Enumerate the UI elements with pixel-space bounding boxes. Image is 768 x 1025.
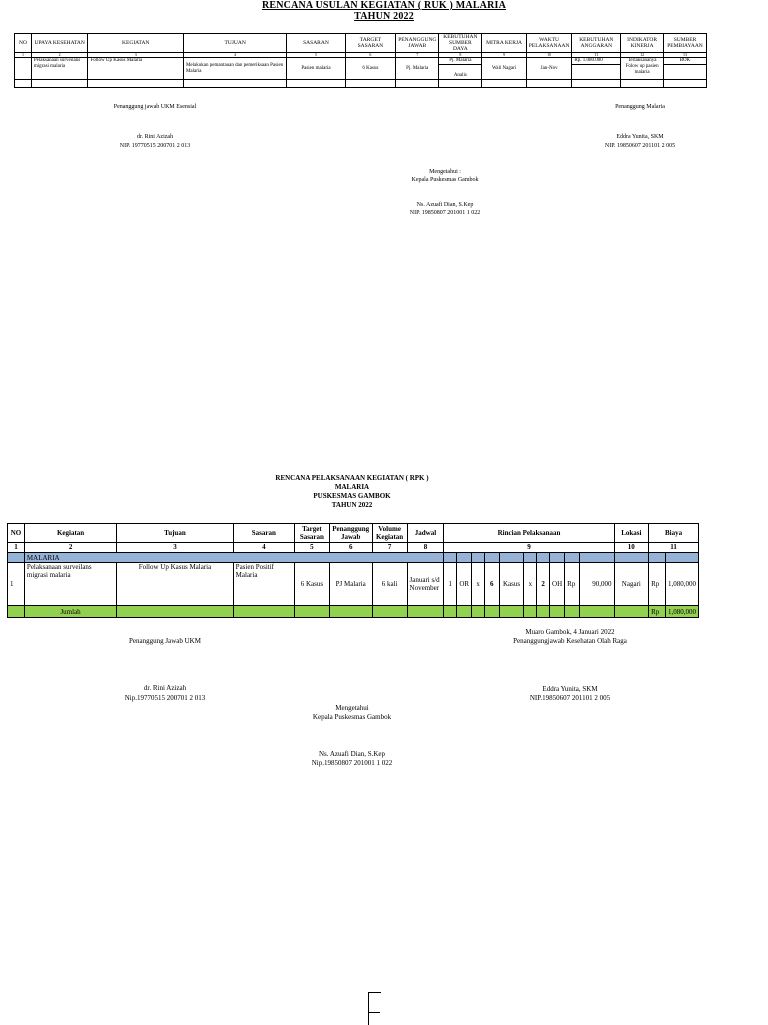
ruk-cell-sumberdaya-2: Analis [439,65,482,80]
rpk-col-tujuan: Tujuan [117,524,233,543]
ruk-col-pj: PENANGGUNG JAWAB [396,34,439,53]
ruk-num: 9 [482,53,526,58]
ruk-cell-sumberdaya-1: Pj. Malaria [439,58,482,65]
ruk-cell-target: 6 Kasus [345,58,396,80]
rpk-col-lokasi: Lokasi [614,524,649,543]
ruk-cell-upaya: Pelaksanaan surveilans migrasi malaria [31,58,88,80]
rpk-cell-no: 1 [8,563,25,606]
rpk-sign-right-name: Eddra Yunita, SKM [542,685,598,693]
ruk-col-sumberbiaya: SUMBER PEMBIAYAAN [664,34,707,53]
ruk-sign-center-role: Kepala Puskesmas Gambok [411,177,479,183]
ruk-num: 12 [621,53,664,58]
ruk-cell-indikator: Terlaksananya Folow up pasien malaria [621,58,664,80]
ruk-cell-tujuan: Melakukan pemantauan dan pemeriksaan Pasien Malaria [183,58,286,80]
ruk-num: 1 [15,53,32,58]
rpk-sign-center-label: Mengetahui [335,704,369,712]
rpk-cell-kegiatan: Pelaksanaan surveilans migrasi malaria [24,563,116,606]
rpk-rincian-cell: x [472,563,485,606]
ruk-num: 5 [287,53,345,58]
rpk-num: 8 [407,543,444,553]
ruk-col-mitra: MITRA KERJA [482,34,526,53]
rpk-year: TAHUN 2022 [331,501,373,509]
rpk-col-biaya: Biaya [649,524,699,543]
page-mark-line [368,1012,380,1013]
rpk-sign-center-name: Ns. Azuafi Dian, S.Kep [318,750,386,758]
rpk-col-sasaran: Sasaran [233,524,294,543]
ruk-col-upaya: UPAYA KESEHATAN [31,34,88,53]
page-corner-mark [368,992,381,1025]
ruk-cell-no [15,58,32,80]
rpk-rincian-cell: 90,000 [580,563,614,606]
ruk-col-sasaran: SASARAN [287,34,345,53]
rpk-col-volume: Volume Kegiatan [372,524,407,543]
ruk-data-row [15,58,707,65]
rpk-total-label: Jumlah [24,606,116,618]
ruk-cell-kegiatan: Follow Up Kasus Malaria [88,58,184,80]
ruk-cell-waktu: Jan-Nov [526,58,572,80]
rpk-cell-tujuan: Follow Up Kasus Malaria [117,563,233,606]
ruk-sign-left-nip: NIP. 19770515 200701 2 013 [119,143,191,149]
rpk-rincian-cell: OH [550,563,565,606]
rpk-cell-target: 6 Kasus [295,563,330,606]
rpk-num: 6 [329,543,372,553]
rpk-rincian-cell: 6 [484,563,499,606]
rpk-sign-center-nip: Nip.19850807 201001 1 022 [311,759,393,767]
ruk-cell-empty [572,65,621,80]
rpk-total-row [8,606,699,618]
rpk-num: 1 [8,543,25,553]
rpk-sign-right-nip: NIP.19850607 201101 2 005 [529,694,611,702]
ruk-cell-mitra: Wali Nagari [482,58,526,80]
rpk-rincian-cell: Rp [565,563,580,606]
ruk-table [14,33,707,88]
rpk-num: 5 [295,543,330,553]
ruk-cell-anggaran: Rp. 1.080.000 [572,58,621,65]
ruk-title: RENCANA USULAN KEGIATAN ( RUK ) MALARIA [261,0,507,11]
rpk-cell-sasaran: Pasien Positif Malaria [233,563,294,606]
ruk-year: TAHUN 2022 [354,11,414,22]
ruk-num: 4 [183,53,286,58]
ruk-num: 7 [396,53,439,58]
ruk-num: 2 [31,53,88,58]
rpk-num: 7 [372,543,407,553]
ruk-cell-empty [664,65,707,80]
rpk-rincian-cell: 1 [444,563,457,606]
rpk-table [7,523,699,618]
rpk-rincian-cell: x [524,563,537,606]
ruk-cell-sasaran: Pasien malaria [287,58,345,80]
ruk-cell-pj: Pj. Malaria [396,58,439,80]
rpk-col-pj: Penanggung Jawab [329,524,372,543]
rpk-col-rincian: Rincian Pelaksanaan [444,524,614,543]
ruk-num: 13 [664,53,707,58]
rpk-org: PUSKESMAS GAMBOK [313,492,391,500]
rpk-place-date: Muaro Gambok, 4 Januari 2022 [525,628,615,636]
ruk-col-anggaran: KEBUTUHAN ANGGARAN [572,34,621,53]
rpk-col-kegiatan: Kegiatan [24,524,116,543]
rpk-rincian-cell: OR [457,563,472,606]
rpk-sign-center-role: Kepala Puskesmas Gambok [312,713,392,721]
rpk-total-cur: Rp [649,606,666,618]
ruk-col-indikator: INDIKATOR KINERJA [621,34,664,53]
rpk-data-row [8,563,699,606]
rpk-title: RENCANA PELAKSANAAN KEGIATAN ( RPK ) [275,474,429,482]
rpk-section-row [8,553,699,563]
rpk-num: 3 [117,543,233,553]
rpk-col-no: NO [8,524,25,543]
ruk-cell-sumberbiaya: BOK [664,58,707,65]
rpk-rincian-cell: 2 [537,563,550,606]
rpk-num: 9 [444,543,614,553]
rpk-header-row [8,524,699,543]
rpk-cell-jadwal: Januari s/d November [407,563,444,606]
rpk-section-label: MALARIA [24,553,443,563]
rpk-num: 2 [24,543,116,553]
rpk-num: 10 [614,543,649,553]
ruk-sign-center-name: Ns. Azuafi Dian, S.Kep [416,202,474,208]
ruk-col-kegiatan: KEGIATAN [88,34,184,53]
ruk-num: 6 [345,53,396,58]
rpk-number-row [8,543,699,553]
rpk-sign-right-role: Penanggungjawab Kesehatan Olah Raga [513,637,627,645]
rpk-subtitle: MALARIA [334,483,370,491]
rpk-sign-left-name: dr. Rini Azizah [143,684,187,692]
rpk-cell-biaya-cur: Rp [649,563,666,606]
rpk-sign-left-role: Penanggung Jawab UKM [129,637,201,645]
rpk-col-jadwal: Jadwal [407,524,444,543]
ruk-sign-center-label: Mengetahui : [429,169,461,175]
ruk-num: 3 [88,53,184,58]
rpk-cell-lokasi: Nagari [614,563,649,606]
ruk-sign-left-role: Penanggung jawab UKM Esensial [113,104,197,110]
ruk-col-waktu: WAKTU PELAKSANAAN [526,34,572,53]
rpk-num: 11 [649,543,699,553]
ruk-col-tujuan: TUJUAN [183,34,286,53]
ruk-num: 10 [526,53,572,58]
rpk-col-target: Target Sasaran [295,524,330,543]
ruk-sign-left-name: dr. Rini Azizah [136,134,174,140]
rpk-num: 4 [233,543,294,553]
rpk-cell-volume: 6 kali [372,563,407,606]
ruk-sign-right-name: Eddra Yunita, SKM [616,134,664,140]
ruk-num: 8 [439,53,482,58]
rpk-total-value: 1,080,000 [666,606,699,618]
ruk-col-no: NO [15,34,32,53]
rpk-sign-left-nip: Nip.19770515 200701 2 013 [124,694,206,702]
ruk-header-row [15,34,707,53]
ruk-sign-right-nip: NIP. 19850607 201101 2 005 [604,143,676,149]
ruk-sign-center-nip: NIP. 19850807 201001 1 022 [409,210,481,216]
ruk-num: 11 [572,53,621,58]
rpk-rincian-cell: Kasus [499,563,524,606]
ruk-col-target: TARGET SASARAN [345,34,396,53]
rpk-cell-biaya: 1,080,000 [666,563,699,606]
ruk-col-sumberdaya: KEBUTUHAN SUMBER DAYA [439,34,482,53]
rpk-cell-pj: PJ Malaria [329,563,372,606]
ruk-empty-row [15,80,707,88]
ruk-sign-right-role: Penanggung Malaria [615,104,665,110]
